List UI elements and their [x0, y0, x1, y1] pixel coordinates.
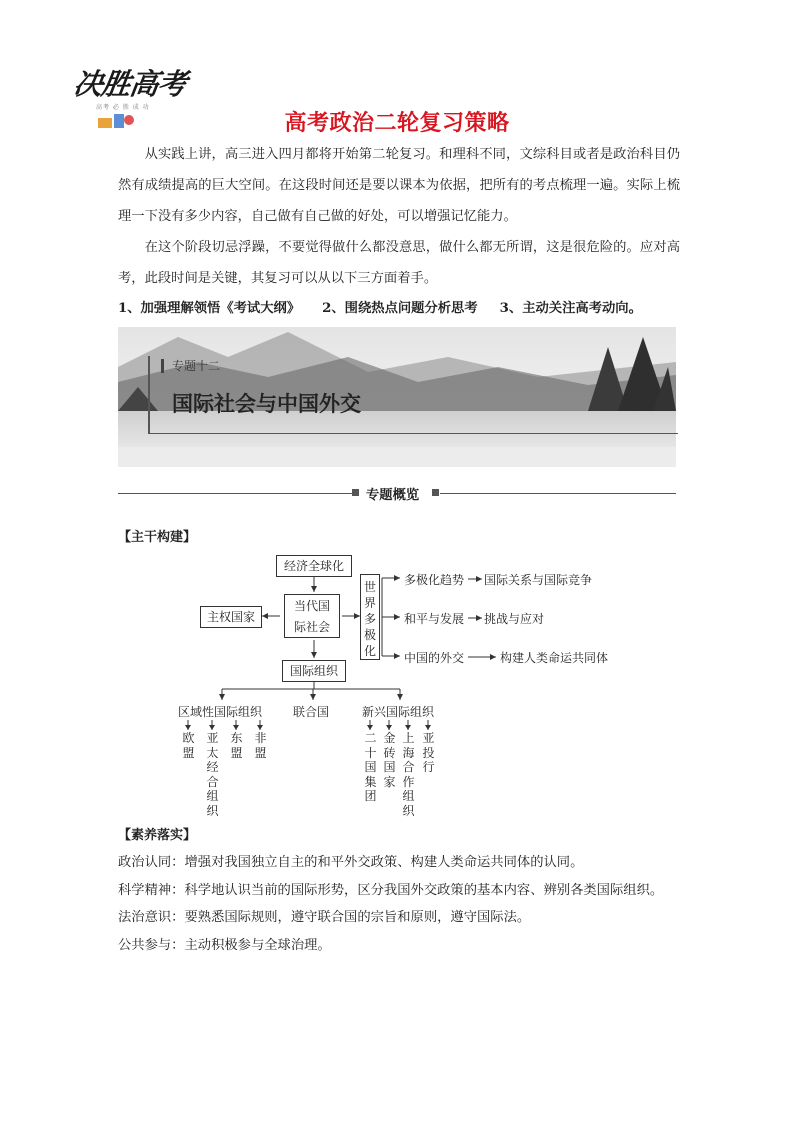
strategy-item: 3、主动关注高考动向。	[499, 301, 642, 316]
banner-tag: 专题十二	[172, 359, 221, 373]
emerging-org-item: 二十国集团	[364, 731, 377, 803]
branch-source: 多极化趋势	[404, 573, 465, 587]
world-multipolarization-box: 世界多极化	[360, 574, 380, 660]
strategy-item: 1、加强理解领悟《考试大纲》	[118, 301, 301, 316]
emerging-org-label: 新兴国际组织	[362, 705, 435, 719]
section-divider-right	[440, 493, 676, 494]
branch-target: 国际关系与国际竞争	[484, 573, 593, 587]
emerging-org-item: 上海合作组织	[402, 731, 415, 818]
regional-org-item: 非盟	[254, 731, 267, 760]
concept-diagram	[170, 548, 650, 828]
branch-source: 中国的外交	[404, 651, 465, 665]
branch-source: 和平与发展	[404, 612, 465, 626]
strategy-item: 2、围绕热点问题分析思考	[322, 301, 478, 316]
section-divider-left	[118, 493, 354, 494]
intro-paragraph-2: 在这个阶段切忌浮躁，不要觉得做什么都没意思，做什么都无所谓，这是很危险的。应对高考，此段时间是关键，其复习可以从以下三方面着手。	[118, 240, 680, 286]
literacy-item: 法治意识：要熟悉国际规则，遵守联合国的宗旨和原则，遵守国际法。	[118, 910, 531, 925]
banner-tag-marker	[161, 359, 164, 373]
regional-org-item: 欧盟	[182, 731, 195, 760]
literacy-label: 【素养落实】	[118, 828, 197, 843]
section-title: 专题概览	[362, 484, 423, 503]
international-society-box: 当代国际社会	[284, 594, 340, 638]
section-dot-right	[432, 489, 439, 496]
emerging-org-item: 金砖国家	[383, 731, 396, 789]
sovereign-state-box: 主权国家	[200, 606, 262, 628]
international-organization-box: 国际组织	[282, 660, 346, 682]
framework-label: 【主干构建】	[118, 530, 197, 545]
regional-org-item: 东盟	[230, 731, 243, 760]
literacy-item: 公共参与：主动积极参与全球治理。	[118, 937, 331, 953]
literacy-item: 科学精神：科学地认识当前的国际形势，区分我国外交政策的基本内容、辨别各类国际组织。	[118, 882, 664, 898]
logo-subtext: 高考 必 胜 成 功	[96, 104, 150, 111]
page-title: 高考政治二轮复习策略	[284, 111, 510, 136]
branch-target: 挑战与应对	[484, 612, 545, 626]
regional-org-item: 亚太经合组织	[206, 731, 219, 818]
literacy-item: 政治认同：增强对我国独立自主的和平外交政策、构建人类命运共同体的认同。	[118, 855, 584, 870]
banner-title: 国际社会与中国外交	[172, 392, 361, 416]
emerging-org-item: 亚投行	[422, 731, 435, 774]
section-dot-left	[352, 489, 359, 496]
economic-globalization-box: 经济全球化	[276, 555, 352, 577]
branch-target: 构建人类命运共同体	[500, 651, 609, 665]
strategy-list	[118, 297, 664, 316]
un-label: 联合国	[293, 705, 330, 719]
literacy-list	[118, 849, 698, 959]
intro-paragraph-1: 从实践上讲，高三进入四月都将开始第二轮复习。和理科不同，文综科目或者是政治科目仍然有成绩提高的巨大空间。在这段时间还是要以课本为依据，把所有的考点梳理一遍。实际上梳理一下没有多少内容，自己做有自己做的好处，可以增强记忆能力。	[118, 147, 680, 224]
intro-text	[118, 139, 680, 294]
regional-org-label: 区域性国际组织	[178, 705, 263, 719]
logo-text: 决胜高考	[71, 67, 189, 101]
